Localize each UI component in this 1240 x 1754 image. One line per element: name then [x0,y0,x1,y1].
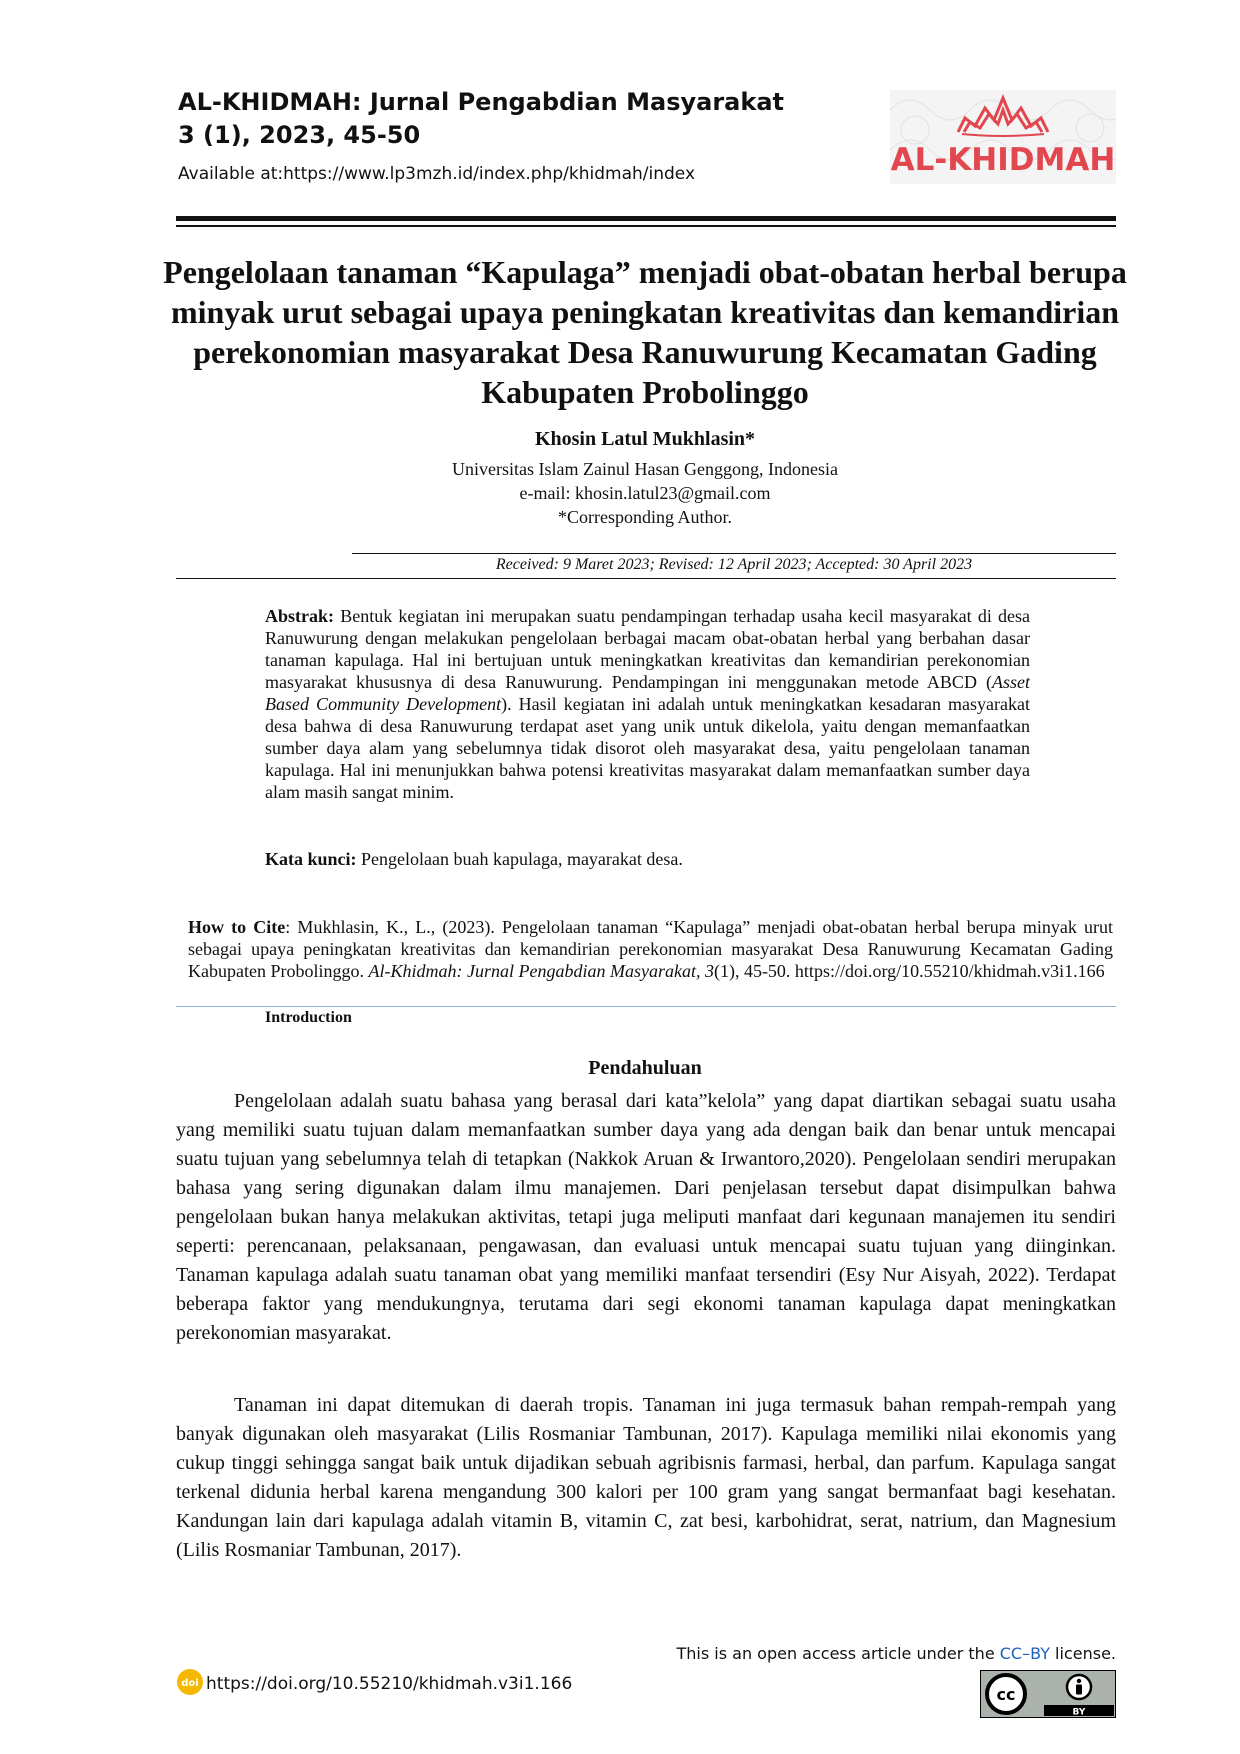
abstract [265,605,1030,803]
cc-by-badge[interactable] [980,1670,1116,1723]
author-email[interactable]: e-mail: khosin.latul23@gmail.com [519,483,771,503]
body-paragraph-2 [176,1391,1116,1565]
journal-header [178,86,878,152]
logo-text: AL-KHIDMAH [890,142,1116,178]
keywords-label: Kata kunci: [265,849,357,869]
cite-label: How to Cite [188,917,286,937]
abstract-label: Abstrak: [265,606,335,626]
paragraph-1: Pengelolaan adalah suatu bahasa yang berasal dari kata”kelola” yang dapat diartikan sebagai suatu usaha yang memiliki suatu tujuan dalam memanfaatkan sumber daya yang ada dengan baik dan benar untuk mencapai suatu tujuan yang sebelumnya telah di tetapkan (Nakkok Aruan & Irwantoro,2020). Pengelolaan sendiri merupakan bahasa yang sering digunakan dalam ilmu manajemen. Dari penjelasan tersebut dapat disimpulkan bahwa pengelolaan bukan hanya melakukan aktivitas, tetapi juga meliputi manfaat dari kegunaan manajemen itu sendiri seperti: perencanaan, pelaksanaan, pengawasan, dan evaluasi untuk mencapai suatu tujuan yang diinginkan. Tanaman kapulaga adalah suatu tanaman obat yang memiliki manfaat tersendiri (Esy Nur Aisyah, 2022). Terdapat beberapa faktor yang mendukungnya, terutama dari segi ekonomi tanaman kapulaga dapat meningkatkan perekonomian masyarakat. [176,1090,1116,1344]
cite-text-1: : Mukhlasin, K., L., (2023). Pengelolaan tanaman “Kapulaga” menjadi obat-obatan herbal berupa minyak urut sebagai upaya peningkatan kreativitas dan kemandirian perekonomian masyarakat Desa Ranuwurung Kecamatan Gading Kabupaten Probolinggo. [188,917,1113,981]
abstract-method-name: Asset Based Community Development [265,672,1030,714]
body-paragraph-1 [176,1087,1116,1348]
section-heading: Pendahuluan [588,1057,702,1079]
journal-logo [890,90,1116,184]
dates-rule-top [352,553,1116,554]
cite-text-2[interactable]: (1), 45-50. https://doi.org/10.55210/khidmah.v3i1.166 [713,961,1105,981]
cite-rule [176,1006,1116,1007]
doi-icon-text: doi [181,1678,199,1689]
abstract-text-1: Bentuk kegiatan ini merupakan suatu pendampingan terhadap usaha kecil masyarakat di desa Ranuwurung dengan melakukan pengelolaan berbagai macam obat-obatan herbal yang berbahan dasar tanaman kapulaga. Hal ini bertujuan untuk meningkatkan kreativitas dan kemandirian perekonomian masyarakat khususnya di desa Ranuwurung. Pendampingan ini menggunakan metode ABCD ( [265,606,1031,692]
paragraph-2: Tanaman ini dapat ditemukan di daerah tropis. Tanaman ini juga termasuk bahan rempah-rempah yang banyak digunakan oleh masyarakat (Lilis Rosmaniar Tambunan, 2017). Kapulaga memiliki nilai ekonomis yang cukup tinggi sehingga sangat baik untuk dijadikan sebuah agribisnis farmasi, herbal, dan parfum. Kapulaga sangat terkenal didunia herbal karena mengandung 300 kalori per 100 gram yang sangat bermanfaat bagi kesehatan. Kandungan lain dari kapulaga adalah vitamin B, vitamin C, zat besi, karbohidrat, serat, natrium, dan Magnesium (Lilis Rosmaniar Tambunan, 2017). [176,1394,1116,1561]
license-prefix: This is an open access article under the [676,1644,1000,1663]
author-affiliation: Universitas Islam Zainul Hasan Genggong, Indonesia [452,459,838,479]
journal-volume: 3 (1), 2023, 45-50 [178,121,421,149]
introduction-label: Introduction [265,1009,352,1026]
dates-rule-bottom [176,578,1116,579]
doi-icon [176,1668,204,1701]
keywords-text: Pengelolaan buah kapulaga, mayarakat desa. [361,849,683,869]
corresponding-note: *Corresponding Author. [558,507,732,527]
logo-graphic [890,90,1116,184]
article-title: Pengelolaan tanaman “Kapulaga” menjadi obat-obatan herbal berupa minyak urut sebagai upaya peningkatan kreativitas dan kemandirian perekonomian masyarakat Desa Ranuwurung Kecamatan Gading Kabupaten Probolinggo [163,254,1127,410]
cc-icon-text: cc [996,1685,1016,1704]
license-link[interactable]: CC–BY [999,1644,1050,1663]
by-label: BY [1072,1707,1086,1718]
cite-journal: Al-Khidmah: Jurnal Pengabdian Masyarakat, 3 [368,961,714,981]
footer-doi-link[interactable]: https://doi.org/10.55210/khidmah.v3i1.166 [206,1674,573,1694]
how-to-cite [188,916,1113,982]
header-rule-thin [176,225,1116,227]
journal-name: AL-KHIDMAH: Jurnal Pengabdian Masyarakat [178,88,784,116]
article-dates: Received: 9 Maret 2023; Revised: 12 April 2023; Accepted: 30 April 2023 [495,556,973,573]
license-note [620,1644,1116,1663]
license-suffix: license. [1049,1644,1116,1663]
header-rule-thick [176,216,1116,221]
journal-url[interactable]: Available at:https://www.lp3mzh.id/index.php/khidmah/index [178,164,696,184]
author-name: Khosin Latul Mukhlasin* [534,428,756,450]
keywords [265,848,1030,870]
abstract-text-2: ). Hasil kegiatan ini adalah untuk meningkatkan kesadaran masyarakat desa bahwa di desa Ranuwurung terdapat aset yang unik untuk dikelola, yaitu dengan memanfaatkan sumber daya alam yang sebelumnya tidak disorot oleh masyarakat desa, yaitu pengelolaan tanaman kapulaga. Hal ini menunjukkan bahwa potensi kreativitas masyarakat dalam memanfaatkan sumber daya alam masih sangat minim. [265,694,1030,802]
